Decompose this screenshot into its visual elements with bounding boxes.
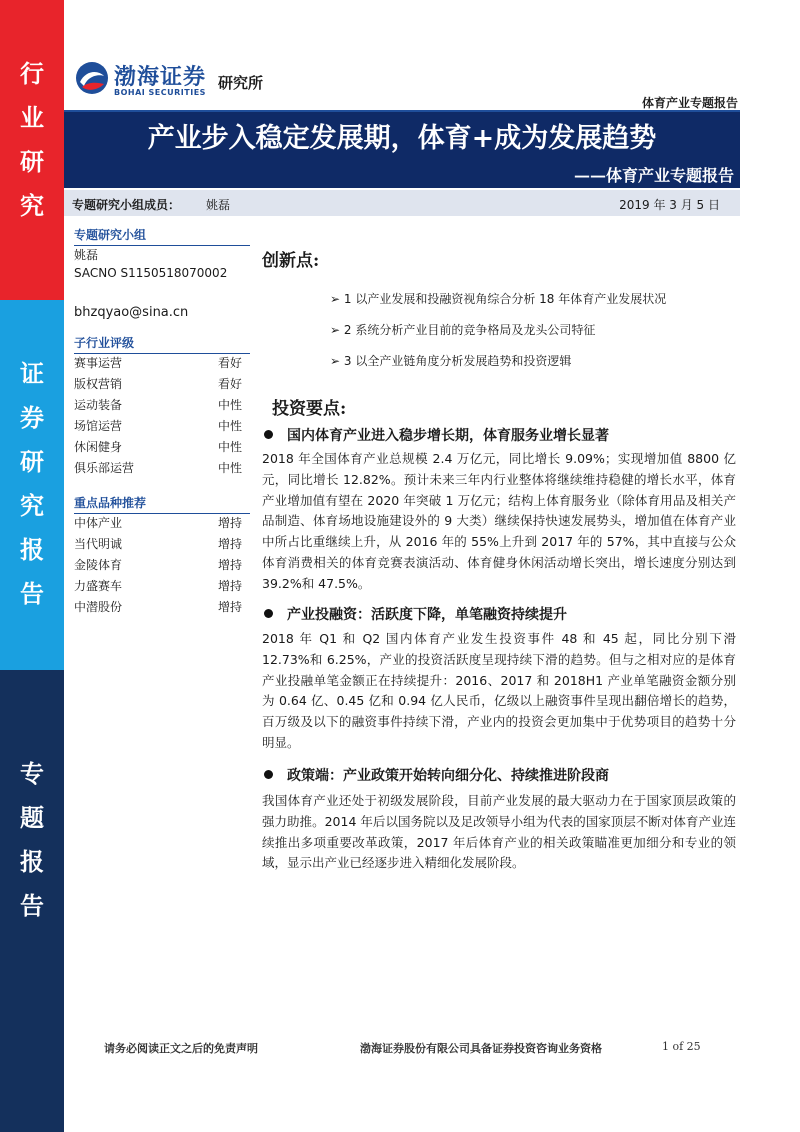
highlight-paragraph: 我国体育产业还处于初级发展阶段，目前产业发展的最大驱动力在于国家顶层政策的强力助推。2014 年后以国务院以及足改领导小组为代表的国家顶层不断对体育产业连续推出多项重要改革政策，2017 年后体育产业的相关政策瞄准更加细分和专业的领域，显示出产业已经逐步进入精细化发展阶段。 (262, 793, 736, 871)
band-char: 题 (20, 803, 44, 832)
band-char: 券 (20, 403, 44, 432)
pick-stock: 当代明诚 (74, 537, 123, 551)
pick-row (74, 514, 242, 535)
pick-row (74, 598, 242, 619)
rating-value: 中性 (217, 461, 242, 475)
band-char: 研 (20, 147, 44, 176)
band-char: 告 (20, 579, 44, 608)
rating-value: 看好 (217, 356, 242, 370)
research-team-heading: 专题研究小组 (74, 226, 250, 246)
pick-rating: 增持 (217, 600, 242, 614)
team-members-label: 专题研究小组成员： (72, 198, 181, 212)
band-char: 究 (20, 191, 44, 220)
rating-row (74, 375, 242, 396)
institute-label: 研究所 (218, 74, 264, 92)
rating-sector: 俱乐部运营 (74, 461, 135, 475)
highlight-paragraph: 2018 年全国体育产业总规模 2.4 万亿元，同比增长 9.09%；实现增加值 8800 亿元，同比增长 12.82%。预计未来三年内行业整体将继续维持稳健的增长水平，体育产业增加值有望在 2020 年突破 1 万亿元；结构上体育服务业（除体育用品及相关产品制造、体育场地设施建设外的 9 大类）继续保持快速发展势头，增加值在体育产业中所占比重继续上升，从 2016 年的 55%上升到 2017 年的 57%，其中直接与公众体育消费相关的体育竞赛表演活动、体育健身休闲活动增长突出，增长速度分别达到 39.2%和 47.5%。 (262, 451, 736, 591)
band-char: 究 (20, 491, 44, 520)
highlight-heading (264, 765, 609, 785)
report-subtitle: ——体育产业专题报告 (573, 166, 734, 185)
license-statement: 渤海证券股份有限公司具备证券投资咨询业务资格 (360, 1042, 602, 1055)
analyst-email-link[interactable]: bhzqyao@sina.cn (74, 305, 189, 320)
pick-stock: 力盛赛车 (74, 579, 123, 593)
page-number: 1 of 25 (662, 1040, 701, 1053)
band-char: 行 (20, 59, 44, 88)
report-date: 2019 年 3 月 5 日 (619, 198, 720, 212)
rating-row (74, 396, 242, 417)
analyst-name: 姚磊 (74, 248, 99, 262)
rating-row (74, 417, 242, 438)
rating-value: 中性 (217, 419, 242, 433)
bullet-dot-icon (264, 609, 273, 618)
pick-stock: 中体产业 (74, 516, 123, 530)
band-char: 专 (20, 759, 44, 788)
innovation-heading: 创新点: (262, 251, 320, 271)
pick-stock: 金陵体育 (74, 558, 123, 572)
highlight-paragraph: 2018 年 Q1 和 Q2 国内体育产业发生投资事件 48 和 45 起，同比分别下滑 12.73%和 6.25%，产业的投资活跃度呈现持续下滑的趋势。但与之相对应的是体育产业投融单笔金额正在持续提升：2016、2017 和 2018H1 产业单笔融资金额分别为 0.64 亿、0.45 亿和 0.94 亿人民币，亿级以上融资事件呈现出翻倍增长的趋势，百万级及以下的融资事件持续下滑，产业内的投资会更加集中于优势项目的趋势十分明显。 (262, 631, 736, 750)
rating-sector: 版权营销 (74, 377, 123, 391)
rating-value: 看好 (217, 377, 242, 391)
rating-value: 中性 (217, 398, 242, 412)
band-char: 业 (20, 103, 44, 132)
innovation-point: ➢ 1 以产业发展和投融资视角综合分析 18 年体育产业发展状况 (330, 292, 667, 306)
pick-rating: 增持 (217, 579, 242, 593)
report-type-label: 体育产业专题报告 (641, 96, 738, 110)
logo-company-name: 渤海证券 (114, 64, 207, 90)
pick-rating: 增持 (217, 558, 242, 572)
band-char: 报 (20, 535, 44, 564)
key-picks-heading: 重点品种推荐 (74, 494, 250, 514)
innovation-point: ➢ 3 以全产业链角度分析发展趋势和投资逻辑 (330, 354, 572, 368)
rating-sector: 场馆运营 (74, 419, 123, 433)
side-band-industry-research (0, 0, 64, 300)
pick-row (74, 556, 242, 577)
logo-english-name: BOHAI SECURITIES (114, 88, 206, 97)
report-title: 产业步入稳定发展期，体育+成为发展趋势 (147, 123, 657, 154)
highlight-heading-text: 产业投融资：活跃度下降，单笔融资持续提升 (287, 607, 567, 623)
highlight-heading (264, 604, 567, 624)
band-char: 报 (20, 847, 44, 876)
pick-rating: 增持 (217, 537, 242, 551)
innovation-point: ➢ 2 系统分析产业目前的竞争格局及龙头公司特征 (330, 323, 596, 337)
pick-stock: 中潜股份 (74, 600, 123, 614)
band-char: 研 (20, 447, 44, 476)
investment-highlights-heading: 投资要点: (272, 399, 347, 419)
bohai-logo-icon (74, 60, 110, 96)
band-char: 告 (20, 891, 44, 920)
band-char: 证 (20, 359, 44, 388)
side-band-special-report (0, 670, 64, 1132)
highlight-heading-text: 政策端：产业政策开始转向细分化、持续推进阶段商 (287, 768, 609, 784)
pick-row (74, 535, 242, 556)
rating-row (74, 438, 242, 459)
highlight-heading-text: 国内体育产业进入稳步增长期，体育服务业增长显著 (287, 428, 609, 444)
rating-row (74, 354, 242, 375)
team-member-name: 姚磊 (206, 198, 231, 212)
analyst-sacno: SACNO S1150518070002 (74, 266, 228, 280)
bullet-dot-icon (264, 770, 273, 779)
side-band-securities-report (0, 300, 64, 670)
pick-row (74, 577, 242, 598)
rating-sector: 休闲健身 (74, 440, 123, 454)
pick-rating: 增持 (217, 516, 242, 530)
rating-row (74, 459, 242, 480)
bullet-dot-icon (264, 430, 273, 439)
rating-sector: 赛事运营 (74, 356, 123, 370)
disclaimer-notice: 请务必阅读正文之后的免责声明 (104, 1042, 258, 1055)
highlight-heading (264, 425, 609, 445)
rating-value: 中性 (217, 440, 242, 454)
rating-sector: 运动装备 (74, 398, 123, 412)
sub-industry-ratings-heading: 子行业评级 (74, 334, 250, 354)
